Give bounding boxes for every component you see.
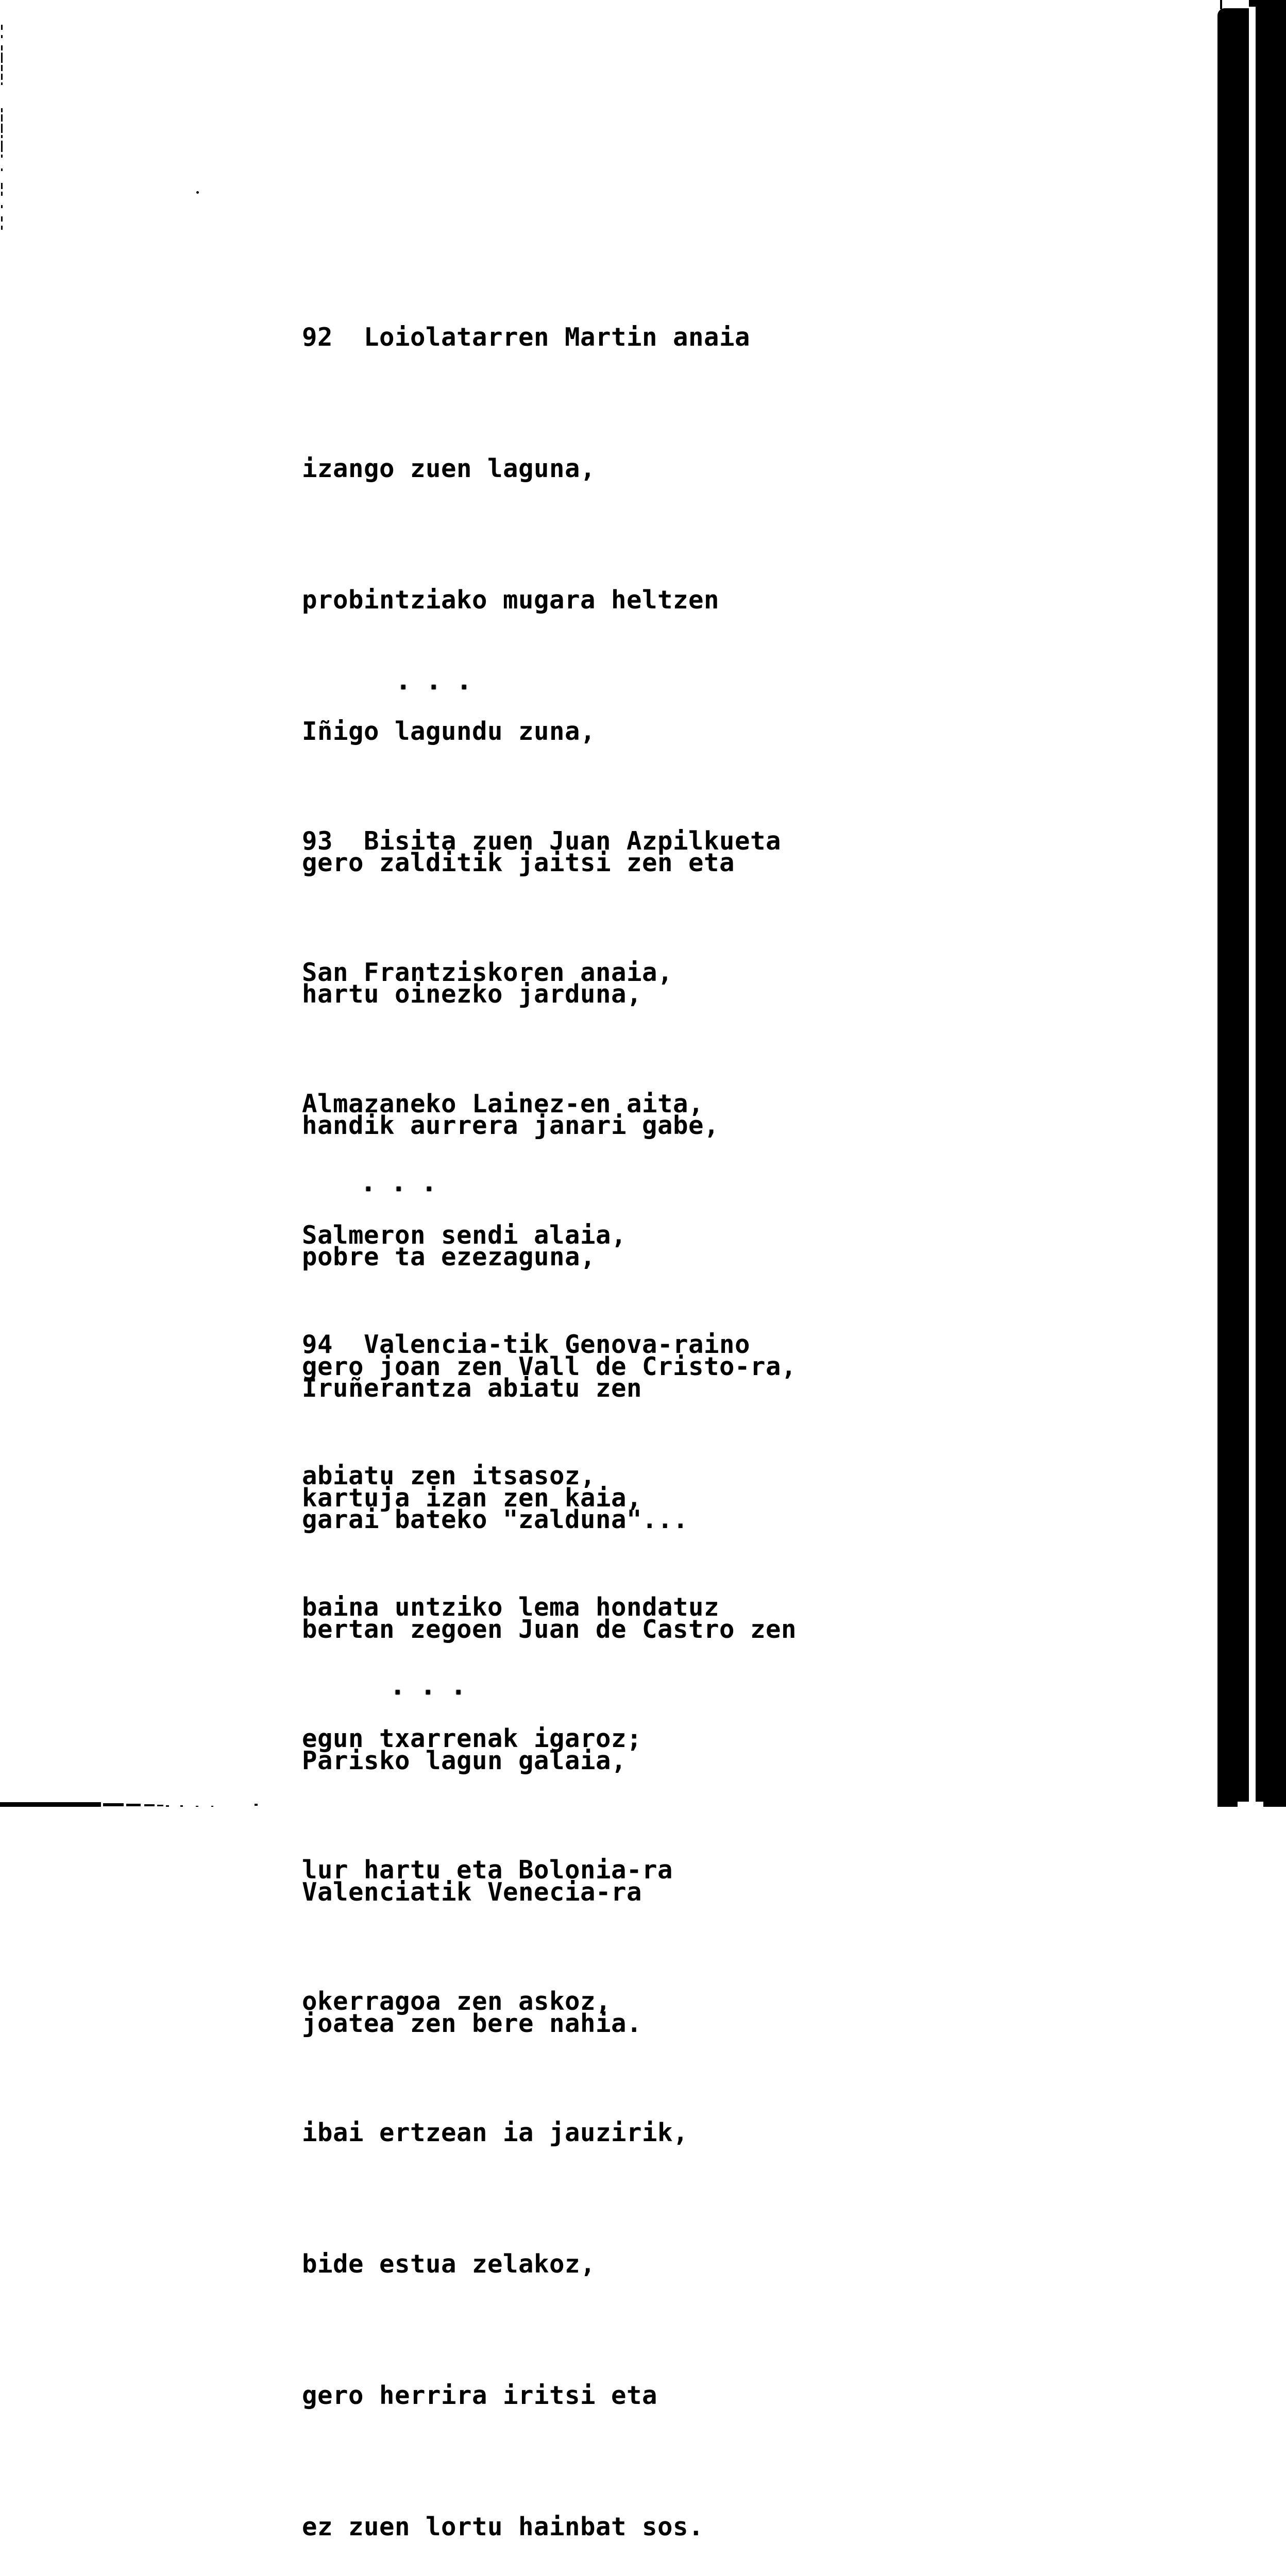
scan-artifact-bottom-streak-speckle [157,1805,163,1806]
verse-line: San Frantziskoren anaia, [302,958,673,987]
scan-artifact-top-tick [1220,0,1222,9]
verse-line: joatea zen bere nahia. [302,2009,642,2038]
scan-artifact-bar-gap-fade [1251,742,1254,751]
verse-line: Salmeron sendi alaia, [302,1221,627,1250]
verse-line: kartuja izan zen kaia, [302,1483,642,1513]
verse-line: hartu oinezko jarduna, [302,979,642,1009]
verse-line: 92 Loiolatarren Martin anaia [302,323,751,352]
verse-line: gero herrira iritsi eta [302,2381,658,2410]
scan-artifact-left-dash [1,45,3,50]
scan-artifact-left-dash [1,82,3,85]
verse-line: 94 Valencia-tik Genova-raino [302,1330,751,1359]
verse-line: pobre ta ezezaguna, [302,1242,596,1272]
scan-artifact-left-dash [1,65,3,71]
scan-artifact-bar-gap-fade [1250,677,1255,695]
scan-artifact-left-dash [1,141,3,152]
verse-line: izango zuen laguna, [302,454,596,483]
verse-line: gero joan zen Vall de Cristo-ra, [302,1352,797,1381]
scan-artifact-bottom-streak-speckle [211,1806,213,1807]
scan-artifact-bottom-streak [0,1802,101,1807]
verse-line: Iñigo lagundu zuna, [302,717,596,746]
scan-artifact-right-bar [1217,8,1249,1807]
scan-artifact-left-dash [1,135,3,138]
scan-artifact-bottom-streak-speckle [180,1805,183,1807]
verse-line: baina untziko lema hondatuz [302,1592,720,1622]
scan-artifact-left-dash [1,168,3,171]
scan-artifact-bottom-streak-speckle [144,1804,155,1806]
verse-line: okerragoa zen askoz, [302,1987,612,2016]
scan-artifact-top-right-strip [1249,0,1286,7]
verse-line: egun txarrenak igaroz; [302,1724,642,1753]
scan-artifact-left-dash [1,35,3,38]
verse-line: lur hartu eta Bolonia-ra [302,1855,673,1885]
stanza-separator-dots: . . . [390,1671,466,1701]
scan-artifact-bar-gap-fade [1251,702,1254,728]
verse-line: Iruñerantza abiatu zen [302,1374,642,1403]
verse-line: probintziako mugara heltzen [302,585,720,615]
verse-line: handik aurrera janari gabe, [302,1111,720,1140]
scan-artifact-left-dash [1,226,3,230]
scan-artifact-left-dash [1,74,3,80]
scan-artifact-bar-bottom-notch [1238,1802,1263,1807]
scan-artifact-bottom-streak-speckle [126,1804,141,1806]
verse-line: ez zuen lortu hainbat sos. [302,2512,704,2541]
scan-artifact-left-dash [1,155,3,158]
scan-artifact-stray-dot [196,191,199,194]
stanza-separator-dots: . . . [361,1168,437,1197]
verse-line: bertan zegoen Juan de Castro zen [302,1615,797,1644]
stanza-separator-dots: . . . [396,666,472,696]
scan-artifact-left-dash [1,192,3,196]
scan-artifact-left-dash [1,183,3,189]
scan-artifact-left-dash [1,124,3,133]
scan-artifact-left-dash [1,108,3,112]
verse-line: gero zalditik jaitsi zen eta [302,848,735,877]
verse-line: abiatu zen itsasoz, [302,1461,596,1490]
scan-artifact-left-dash [1,53,3,63]
scan-artifact-bottom-streak-speckle [196,1806,198,1807]
scan-artifact-bottom-streak-speckle [103,1803,124,1806]
verse-line: Valenciatik Venecia-ra [302,1877,642,1907]
scan-artifact-left-dash [1,114,3,122]
verse-line: bide estua zelakoz, [302,2249,596,2279]
verse-line: 93 Bisita zuen Juan Azpilkueta [302,826,782,856]
scan-artifact-bottom-streak-speckle [166,1805,169,1807]
stanza-94 [302,1235,750,2576]
scan-artifact-bottom-streak-speckle [255,1804,258,1806]
verse-line: ibai ertzean ia jauzirik, [302,2118,689,2147]
scan-artifact-right-edge-bar [1256,0,1286,1807]
verse-line: Almazaneko Lainez-en aita, [302,1089,704,1118]
scan-artifact-left-dash [1,216,3,222]
scan-artifact-left-dash [1,25,3,30]
verse-line: Parisko lagun galaia, [302,1746,627,1775]
scan-artifact-left-dash [1,205,3,208]
scan-artifact-bar-gap [1249,7,1256,675]
verse-line: garai bateko "zalduna"... [302,1505,689,1534]
